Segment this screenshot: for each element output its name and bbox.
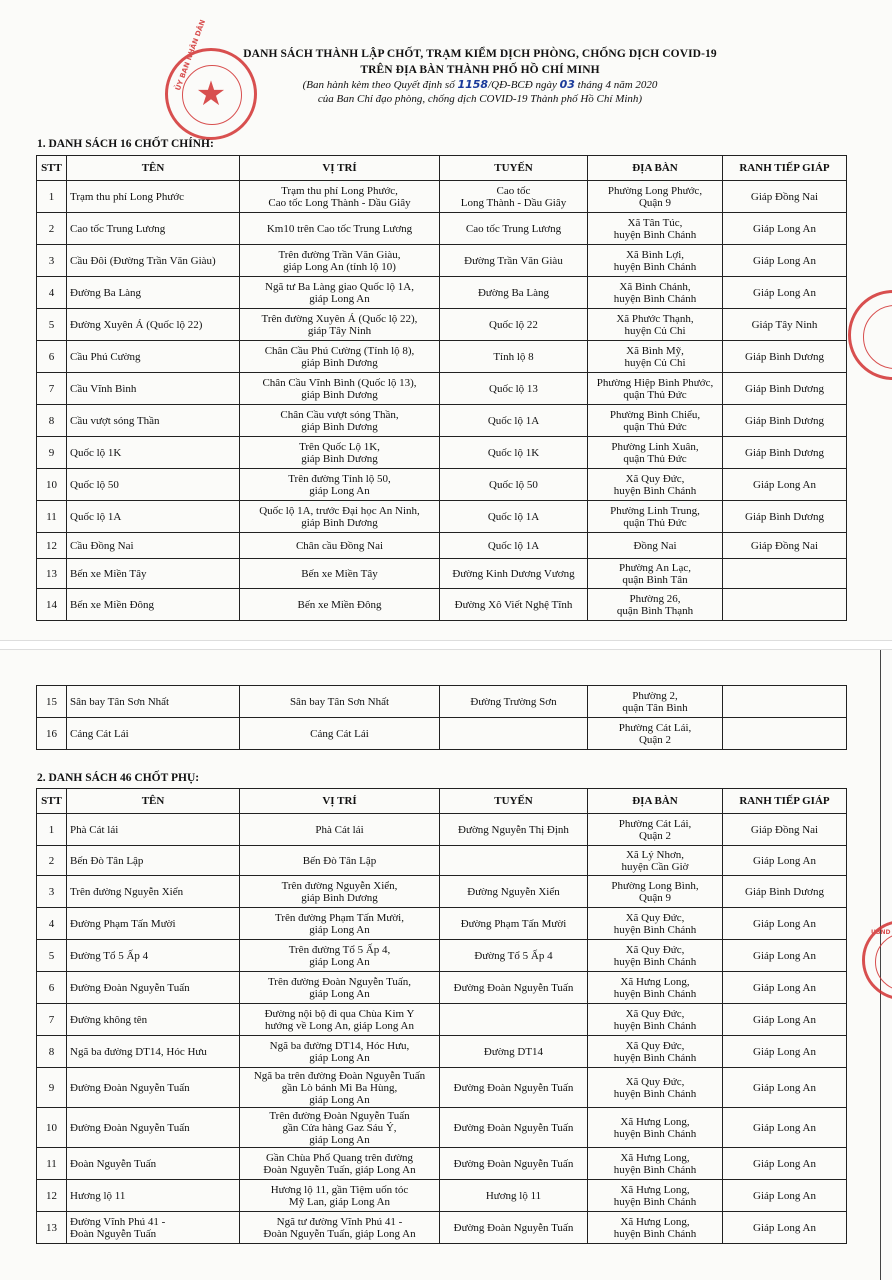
- row-location: Ngã ba trên đường Đoàn Nguyễn Tuấn gần Lò bánh Mì Ba Hùng, giáp Long An: [240, 1068, 440, 1108]
- row-stt: 7: [37, 373, 67, 405]
- row-border: Giáp Long An: [723, 1108, 847, 1148]
- row-location: Ngã ba đường DT14, Hóc Hưu, giáp Long An: [240, 1036, 440, 1068]
- row-stt: 16: [37, 718, 67, 750]
- row-border: [723, 686, 847, 718]
- row-border: Giáp Bình Dương: [723, 501, 847, 533]
- document-page-2: [0, 650, 892, 1280]
- table-row: [37, 814, 847, 846]
- row-border: Giáp Long An: [723, 1068, 847, 1108]
- row-name: Hương lộ 11: [67, 1180, 240, 1212]
- row-route: Quốc lộ 13: [440, 373, 588, 405]
- row-area: Xã Bình Mỹ, huyện Củ Chi: [588, 341, 723, 373]
- col-diaban: ĐỊA BÀN: [588, 789, 723, 814]
- row-area: Phường 2, quận Tân Bình: [588, 686, 723, 718]
- row-name: Đường Đoàn Nguyễn Tuấn: [67, 1108, 240, 1148]
- row-name: Đường Xuyên Á (Quốc lộ 22): [67, 309, 240, 341]
- row-area: Xã Quy Đức, huyện Bình Chánh: [588, 469, 723, 501]
- row-area: Phường Linh Xuân, quận Thủ Đức: [588, 437, 723, 469]
- row-area: Xã Phước Thạnh, huyện Củ Chi: [588, 309, 723, 341]
- row-area: Phường Long Phước, Quận 9: [588, 181, 723, 213]
- row-route: Đường Đoàn Nguyễn Tuấn: [440, 1148, 588, 1180]
- row-location: Hương lộ 11, gần Tiệm uốn tóc Mỹ Lan, giáp Long An: [240, 1180, 440, 1212]
- row-name: Quốc lộ 1A: [67, 501, 240, 533]
- row-area: Phường Cát Lái, Quận 2: [588, 814, 723, 846]
- title-line-1: DANH SÁCH THÀNH LẬP CHỐT, TRẠM KIỂM DỊCH PHÒNG, CHỐNG DỊCH COVID-19: [243, 48, 717, 60]
- row-border: Giáp Bình Dương: [723, 876, 847, 908]
- row-stt: 7: [37, 1004, 67, 1036]
- row-stt: 13: [37, 1212, 67, 1244]
- row-border: Giáp Long An: [723, 972, 847, 1004]
- row-location: Chân Cầu vượt sóng Thần, giáp Bình Dương: [240, 405, 440, 437]
- row-area: Xã Quy Đức, huyện Bình Chánh: [588, 940, 723, 972]
- row-name: Cầu vượt sóng Thần: [67, 405, 240, 437]
- row-stt: 9: [37, 437, 67, 469]
- table-row: [37, 341, 847, 373]
- main-checkpoints-table-part1: [36, 155, 847, 621]
- row-name: Cầu Phú Cường: [67, 341, 240, 373]
- row-location: Bến xe Miền Đông: [240, 589, 440, 621]
- table-row: [37, 277, 847, 309]
- row-name: Đường Đoàn Nguyễn Tuấn: [67, 1068, 240, 1108]
- red-seal-stamp: ★ ỦY BAN NHÂN DÂN: [165, 48, 257, 140]
- table-row: [37, 908, 847, 940]
- col-tuyen: TUYẾN: [440, 156, 588, 181]
- row-route: Đường Trần Văn Giàu: [440, 245, 588, 277]
- row-stt: 13: [37, 559, 67, 589]
- col-ten: TÊN: [67, 789, 240, 814]
- row-location: Cảng Cát Lái: [240, 718, 440, 750]
- row-name: Bến Đò Tân Lập: [67, 846, 240, 876]
- row-route: Đường Xô Viết Nghệ Tĩnh: [440, 589, 588, 621]
- table-row: [37, 1180, 847, 1212]
- row-name: Bến xe Miền Đông: [67, 589, 240, 621]
- row-name: Cầu Vĩnh Bình: [67, 373, 240, 405]
- row-border: Giáp Bình Dương: [723, 405, 847, 437]
- row-location: Chân Cầu Phú Cường (Tỉnh lộ 8), giáp Bình Dương: [240, 341, 440, 373]
- row-route: Quốc lộ 1A: [440, 405, 588, 437]
- row-location: Gần Chùa Phổ Quang trên đường Đoàn Nguyễn Tuấn, giáp Long An: [240, 1148, 440, 1180]
- row-route: Quốc lộ 1A: [440, 501, 588, 533]
- decision-number: 1158: [457, 78, 489, 91]
- row-border: Giáp Long An: [723, 277, 847, 309]
- table-header-row: [37, 789, 847, 814]
- table-row: [37, 1108, 847, 1148]
- table-row: [37, 501, 847, 533]
- table-row: [37, 1004, 847, 1036]
- row-route: Quốc lộ 22: [440, 309, 588, 341]
- row-stt: 8: [37, 405, 67, 437]
- row-name: Cầu Đôi (Đường Trần Văn Giàu): [67, 245, 240, 277]
- row-stt: 1: [37, 814, 67, 846]
- row-stt: 14: [37, 589, 67, 621]
- row-border: Giáp Long An: [723, 1148, 847, 1180]
- row-stt: 11: [37, 501, 67, 533]
- row-border: Giáp Long An: [723, 1004, 847, 1036]
- table-row: [37, 181, 847, 213]
- row-stt: 5: [37, 940, 67, 972]
- row-location: Trên đường Phạm Tấn Mười, giáp Long An: [240, 908, 440, 940]
- row-stt: 15: [37, 686, 67, 718]
- row-area: Xã Quy Đức, huyện Bình Chánh: [588, 1004, 723, 1036]
- row-stt: 6: [37, 341, 67, 373]
- row-name: Đường Đoàn Nguyễn Tuấn: [67, 972, 240, 1004]
- table-row: [37, 876, 847, 908]
- row-route: Đường Tổ 5 Ấp 4: [440, 940, 588, 972]
- row-name: Đường Tổ 5 Ấp 4: [67, 940, 240, 972]
- col-stt: STT: [37, 156, 67, 181]
- table-row: [37, 589, 847, 621]
- row-border: Giáp Long An: [723, 469, 847, 501]
- table-row: [37, 940, 847, 972]
- title-line-2: TRÊN ĐỊA BÀN THÀNH PHỐ HỒ CHÍ MINH: [360, 64, 600, 76]
- row-route: Đường Ba Làng: [440, 277, 588, 309]
- row-location: Phà Cát lái: [240, 814, 440, 846]
- table-row: [37, 245, 847, 277]
- row-border: Giáp Long An: [723, 245, 847, 277]
- row-border: Giáp Tây Ninh: [723, 309, 847, 341]
- row-stt: 10: [37, 469, 67, 501]
- row-name: Đường Phạm Tấn Mười: [67, 908, 240, 940]
- table-row: [37, 213, 847, 245]
- table-row: [37, 846, 847, 876]
- table-row: [37, 718, 847, 750]
- red-seal-stamp-partial: UBND: [862, 920, 892, 1000]
- row-name: Đường Ba Làng: [67, 277, 240, 309]
- row-location: Trên đường Tỉnh lộ 50, giáp Long An: [240, 469, 440, 501]
- page-separator: [0, 640, 892, 650]
- row-location: Bến xe Miền Tây: [240, 559, 440, 589]
- row-stt: 12: [37, 533, 67, 559]
- col-ranh: RANH TIẾP GIÁP: [723, 156, 847, 181]
- decision-day: 03: [559, 78, 575, 91]
- row-location: Đường nội bộ đi qua Chùa Kim Y hướng về Long An, giáp Long An: [240, 1004, 440, 1036]
- row-area: Xã Quy Đức, huyện Bình Chánh: [588, 908, 723, 940]
- section-2-title: 2. DANH SÁCH 46 CHỐT PHỤ:: [37, 772, 200, 784]
- row-area: Xã Tân Túc, huyện Bình Chánh: [588, 213, 723, 245]
- table-row: [37, 437, 847, 469]
- row-border: Giáp Long An: [723, 846, 847, 876]
- row-route: Quốc lộ 1A: [440, 533, 588, 559]
- row-location: Km10 trên Cao tốc Trung Lương: [240, 213, 440, 245]
- row-name: Quốc lộ 1K: [67, 437, 240, 469]
- row-name: Ngã ba đường DT14, Hóc Hưu: [67, 1036, 240, 1068]
- section-1-title: 1. DANH SÁCH 16 CHỐT CHÍNH:: [37, 138, 214, 150]
- row-border: Giáp Long An: [723, 1036, 847, 1068]
- row-route: Cao tốc Long Thành - Dầu Giây: [440, 181, 588, 213]
- row-border: Giáp Long An: [723, 1180, 847, 1212]
- subtitle-line-2: của Ban Chỉ đạo phòng, chống dịch COVID-19 Thành phố Hồ Chí Minh): [317, 93, 643, 105]
- row-border: Giáp Long An: [723, 940, 847, 972]
- row-name: Trên đường Nguyễn Xiển: [67, 876, 240, 908]
- row-route: [440, 718, 588, 750]
- row-area: Xã Quy Đức, huyện Bình Chánh: [588, 1036, 723, 1068]
- row-stt: 1: [37, 181, 67, 213]
- row-stt: 8: [37, 1036, 67, 1068]
- row-route: Đường Đoàn Nguyễn Tuấn: [440, 1108, 588, 1148]
- table-row: [37, 373, 847, 405]
- row-route: Quốc lộ 50: [440, 469, 588, 501]
- row-area: Phường 26, quận Bình Thạnh: [588, 589, 723, 621]
- row-location: Trên đường Trần Văn Giàu, giáp Long An (tỉnh lộ 10): [240, 245, 440, 277]
- row-location: Chân cầu Đồng Nai: [240, 533, 440, 559]
- row-area: Xã Hưng Long, huyện Bình Chánh: [588, 1180, 723, 1212]
- row-route: Đường Đoàn Nguyễn Tuấn: [440, 972, 588, 1004]
- row-area: Xã Hưng Long, huyện Bình Chánh: [588, 1148, 723, 1180]
- row-area: Xã Bình Lợi, huyện Bình Chánh: [588, 245, 723, 277]
- row-area: Xã Quy Đức, huyện Bình Chánh: [588, 1068, 723, 1108]
- row-name: Bến xe Miền Tây: [67, 559, 240, 589]
- row-stt: 9: [37, 1068, 67, 1108]
- row-location: Trạm thu phí Long Phước, Cao tốc Long Thành - Dầu Giây: [240, 181, 440, 213]
- table-row: [37, 309, 847, 341]
- row-stt: 3: [37, 876, 67, 908]
- sub-checkpoints-table: [36, 788, 847, 1244]
- row-location: Trên đường Tổ 5 Ấp 4, giáp Long An: [240, 940, 440, 972]
- col-tuyen: TUYẾN: [440, 789, 588, 814]
- table-row: [37, 1068, 847, 1108]
- table-row: [37, 559, 847, 589]
- col-vitri: VỊ TRÍ: [240, 789, 440, 814]
- row-area: Xã Bình Chánh, huyện Bình Chánh: [588, 277, 723, 309]
- row-location: Ngã tư Ba Làng giao Quốc lộ 1A, giáp Long An: [240, 277, 440, 309]
- col-ten: TÊN: [67, 156, 240, 181]
- row-location: Trên đường Nguyễn Xiển, giáp Bình Dương: [240, 876, 440, 908]
- row-border: Giáp Đồng Nai: [723, 533, 847, 559]
- row-location: Trên Quốc Lộ 1K, giáp Bình Dương: [240, 437, 440, 469]
- col-ranh: RANH TIẾP GIÁP: [723, 789, 847, 814]
- main-checkpoints-table-part2: [36, 685, 847, 750]
- row-name: Đường không tên: [67, 1004, 240, 1036]
- table-row: [37, 533, 847, 559]
- row-name: Đường Vĩnh Phú 41 - Đoàn Nguyễn Tuấn: [67, 1212, 240, 1244]
- row-stt: 6: [37, 972, 67, 1004]
- table-row: [37, 686, 847, 718]
- row-route: [440, 1004, 588, 1036]
- col-stt: STT: [37, 789, 67, 814]
- row-border: [723, 589, 847, 621]
- row-name: Đoàn Nguyễn Tuấn: [67, 1148, 240, 1180]
- row-location: Ngã tư đường Vĩnh Phú 41 - Đoàn Nguyễn Tuấn, giáp Long An: [240, 1212, 440, 1244]
- document-header: [180, 46, 780, 106]
- row-area: Xã Hưng Long, huyện Bình Chánh: [588, 1108, 723, 1148]
- row-route: [440, 846, 588, 876]
- row-location: Bến Đò Tân Lập: [240, 846, 440, 876]
- row-border: Giáp Bình Dương: [723, 437, 847, 469]
- row-stt: 2: [37, 846, 67, 876]
- row-location: Sân bay Tân Sơn Nhất: [240, 686, 440, 718]
- row-location: Trên đường Xuyên Á (Quốc lộ 22), giáp Tây Ninh: [240, 309, 440, 341]
- row-route: Đường Nguyễn Xiển: [440, 876, 588, 908]
- row-name: Quốc lộ 50: [67, 469, 240, 501]
- row-border: Giáp Long An: [723, 1212, 847, 1244]
- row-stt: 4: [37, 908, 67, 940]
- row-name: Cầu Đồng Nai: [67, 533, 240, 559]
- row-name: Phà Cát lái: [67, 814, 240, 846]
- row-route: Đường Trường Sơn: [440, 686, 588, 718]
- table-row: [37, 469, 847, 501]
- row-stt: 3: [37, 245, 67, 277]
- row-stt: 5: [37, 309, 67, 341]
- row-route: Quốc lộ 1K: [440, 437, 588, 469]
- row-area: Phường An Lạc, quận Bình Tân: [588, 559, 723, 589]
- row-location: Quốc lộ 1A, trước Đại học An Ninh, giáp Bình Dương: [240, 501, 440, 533]
- row-location: Trên đường Đoàn Nguyễn Tuấn, giáp Long An: [240, 972, 440, 1004]
- row-route: Đường Đoàn Nguyễn Tuấn: [440, 1212, 588, 1244]
- row-name: Cảng Cát Lái: [67, 718, 240, 750]
- row-route: Tỉnh lộ 8: [440, 341, 588, 373]
- row-area: Phường Hiệp Bình Phước, quận Thủ Đức: [588, 373, 723, 405]
- row-stt: 12: [37, 1180, 67, 1212]
- row-border: Giáp Đồng Nai: [723, 181, 847, 213]
- row-location: Trên đường Đoàn Nguyễn Tuấn gần Cửa hàng Gaz Sáu Ý, giáp Long An: [240, 1108, 440, 1148]
- row-border: Giáp Long An: [723, 213, 847, 245]
- row-area: Phường Bình Chiểu, quận Thủ Đức: [588, 405, 723, 437]
- table-row: [37, 972, 847, 1004]
- row-border: [723, 559, 847, 589]
- row-name: Cao tốc Trung Lương: [67, 213, 240, 245]
- row-route: Đường Nguyễn Thị Định: [440, 814, 588, 846]
- row-stt: 4: [37, 277, 67, 309]
- row-route: Đường Phạm Tấn Mười: [440, 908, 588, 940]
- subtitle-line-1: (Ban hành kèm theo Quyết định số 1158/QĐ-BCĐ ngày 03 tháng 4 năm 2020: [302, 78, 658, 91]
- row-border: Giáp Đồng Nai: [723, 814, 847, 846]
- col-diaban: ĐỊA BÀN: [588, 156, 723, 181]
- table-row: [37, 1212, 847, 1244]
- row-location: Chân Cầu Vĩnh Bình (Quốc lộ 13), giáp Bình Dương: [240, 373, 440, 405]
- row-border: Giáp Long An: [723, 908, 847, 940]
- col-vitri: VỊ TRÍ: [240, 156, 440, 181]
- row-area: Phường Linh Trung, quận Thủ Đức: [588, 501, 723, 533]
- row-stt: 10: [37, 1108, 67, 1148]
- row-stt: 11: [37, 1148, 67, 1180]
- row-stt: 2: [37, 213, 67, 245]
- row-name: Sân bay Tân Sơn Nhất: [67, 686, 240, 718]
- row-name: Trạm thu phí Long Phước: [67, 181, 240, 213]
- row-area: Xã Hưng Long, huyện Bình Chánh: [588, 1212, 723, 1244]
- table-header-row: [37, 156, 847, 181]
- row-area: Phường Cát Lái, Quận 2: [588, 718, 723, 750]
- row-route: Đường DT14: [440, 1036, 588, 1068]
- table-row: [37, 405, 847, 437]
- row-route: Cao tốc Trung Lương: [440, 213, 588, 245]
- row-border: Giáp Bình Dương: [723, 373, 847, 405]
- table-row: [37, 1036, 847, 1068]
- row-route: Đường Kinh Dương Vương: [440, 559, 588, 589]
- row-border: [723, 718, 847, 750]
- row-area: Xã Lý Nhơn, huyện Cần Giờ: [588, 846, 723, 876]
- row-area: Phường Long Bình, Quận 9: [588, 876, 723, 908]
- row-area: Đồng Nai: [588, 533, 723, 559]
- row-area: Xã Hưng Long, huyện Bình Chánh: [588, 972, 723, 1004]
- row-route: Hương lộ 11: [440, 1180, 588, 1212]
- table-row: [37, 1148, 847, 1180]
- row-route: Đường Đoàn Nguyễn Tuấn: [440, 1068, 588, 1108]
- row-border: Giáp Bình Dương: [723, 341, 847, 373]
